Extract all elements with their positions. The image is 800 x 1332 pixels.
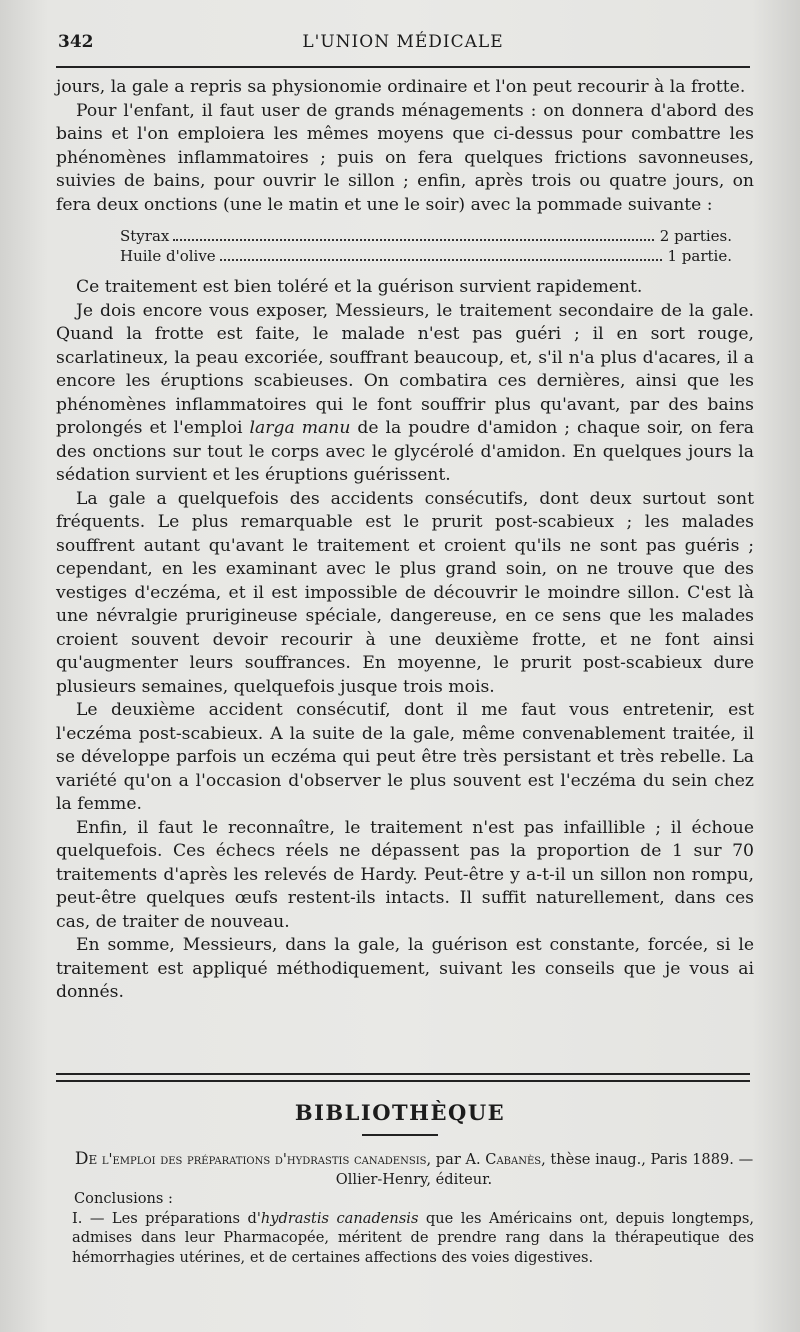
section-title: BIBLIOTHÈQUE: [294, 1100, 506, 1125]
conclusion-item: [72, 1209, 754, 1268]
italic-phrase: larga manu: [249, 418, 351, 438]
leader-dots: [220, 259, 662, 261]
recipe-item: [120, 246, 732, 266]
ref-first-word: De: [74, 1149, 98, 1169]
bibliography-section: [74, 1150, 754, 1267]
ref-title: l'emploi des préparations d'hydrastis canadensis,: [101, 1151, 432, 1168]
recipe-ingredient: Huile d'olive: [120, 247, 216, 265]
section-double-rule: [56, 1073, 750, 1082]
journal-title: L'UNION MÉDICALE: [302, 32, 504, 52]
italic-phrase: hydrastis canadensis: [260, 1209, 419, 1227]
title-rule: [362, 1134, 438, 1136]
paragraph: jours, la gale a repris sa physionomie ordinaire et l'on peut recourir à la frotte.: [56, 77, 746, 97]
paragraph: Le deuxième accident consécutif, dont il me faut vous entretenir, est l'eczéma post-scabieux. A la suite de la gale, même convenablement traitée, il se développe parfois un eczéma qui peut être très persistant et très rebelle. La variété qu'on a l'occasion d'observer le plus souvent est l'eczéma du sein chez la femme.: [56, 700, 754, 814]
ref-author: Cabanès,: [485, 1151, 546, 1168]
ref-details: thèse inaug., Paris 1889. — Ollier-Henry, éditeur.: [335, 1151, 754, 1188]
text-run: de la poudre d'amidon ; chaque soir, on fera des onctions sur tout le corps avec le glycérolé d'amidon. En quelques jours la sédation survient et les éruptions guérissent.: [56, 418, 755, 485]
ref-by: par A.: [435, 1151, 481, 1168]
recipe-item: [120, 226, 732, 246]
leader-dots: [173, 239, 653, 241]
conclusions-label: Conclusions :: [74, 1190, 173, 1207]
paragraph: Pour l'enfant, il faut user de grands ménagements : on donnera d'abord des bains et l'on emploiera les mêmes moyens que ci-dessus pour combattre les phénomènes inflammatoires ; puis on fera quelques frictions savonneuses, suivies de bains, pour ouvrir le sillon ; enfin, après trois ou quatre jours, on fera deux onctions (une le matin et une le soir) avec la pommade suivante :: [56, 100, 754, 215]
paragraph: La gale a quelquefois des accidents consécutifs, dont deux surtout sont fréquents. Le plus remarquable est le prurit post-scabieux ; les malades souffrent autant qu'avant le traitement et croient qu'ils ne sont pas guéris ; cependant, en les examinant avec le plus grand soin, on ne trouve que des vestiges d'eczéma, et il est impossible de découvrir le moindre sillon. C'est là une névralgie prurigineuse spéciale, dangereuse, en ce sens que les malades croient souvent devoir recourir à une deuxième frotte, et ne font ainsi qu'augmenter leurs souffrances. En moyenne, le prurit post-scabieux dure plusieurs semaines, quelquefois jusque trois mois.: [56, 488, 754, 697]
bibliographic-reference: [74, 1150, 754, 1189]
page-number: 342: [58, 32, 94, 52]
paragraph: En somme, Messieurs, dans la gale, la guérison est constante, forcée, si le traitement est appliqué méthodiquement, suivant les conseils que je vous ai donnés.: [56, 935, 754, 1002]
text-run: que les Américains ont, depuis longtemps, admises dans leur Pharmacopée, méritent de prendre rang dans la thérapeutique des hémorrhagies utérines, et de certaines affections des voies digestives.: [72, 1209, 754, 1266]
header-rule: [56, 66, 750, 68]
paragraph: Ce traitement est bien toléré et la guérison survient rapidement.: [76, 277, 643, 297]
text-run: Je dois encore vous exposer, Messieurs, le traitement secondaire de la gale. Quand la frotte est faite, le malade n'est pas guéri ; il en sort rouge, scarlatineux, la peau excoriée, souffrant beaucoup, et, s'il n'a plus d'acares, il a encore les éruptions scabieuses. On combatira ces dernières, ainsi que les phénomènes inflammatoires qui le font souffrir plus qu'avant, par des bains prolongés et l'emploi: [56, 300, 754, 438]
recipe-list: [120, 226, 732, 266]
article-body: [56, 76, 754, 1005]
paragraph: Enfin, il faut le reconnaître, le traitement n'est pas infaillible ; il échoue quelquefois. Ces échecs réels ne dépassent pas la proportion de 1 sur 70 traitements d'après les relevés de Hardy. Peut-être y a-t-il un sillon non rompu, peut-être quelques œufs restent-ils intacts. Il suffit naturellement, dans ces cas, de traiter de nouveau.: [56, 817, 754, 932]
recipe-ingredient: Styrax: [120, 227, 170, 245]
text-run: I. — Les préparations d': [72, 1209, 261, 1227]
recipe-quantity: 2 parties.: [659, 227, 732, 245]
paragraph: [56, 300, 754, 488]
running-head: [58, 32, 748, 58]
recipe-quantity: 1 partie.: [667, 247, 732, 265]
